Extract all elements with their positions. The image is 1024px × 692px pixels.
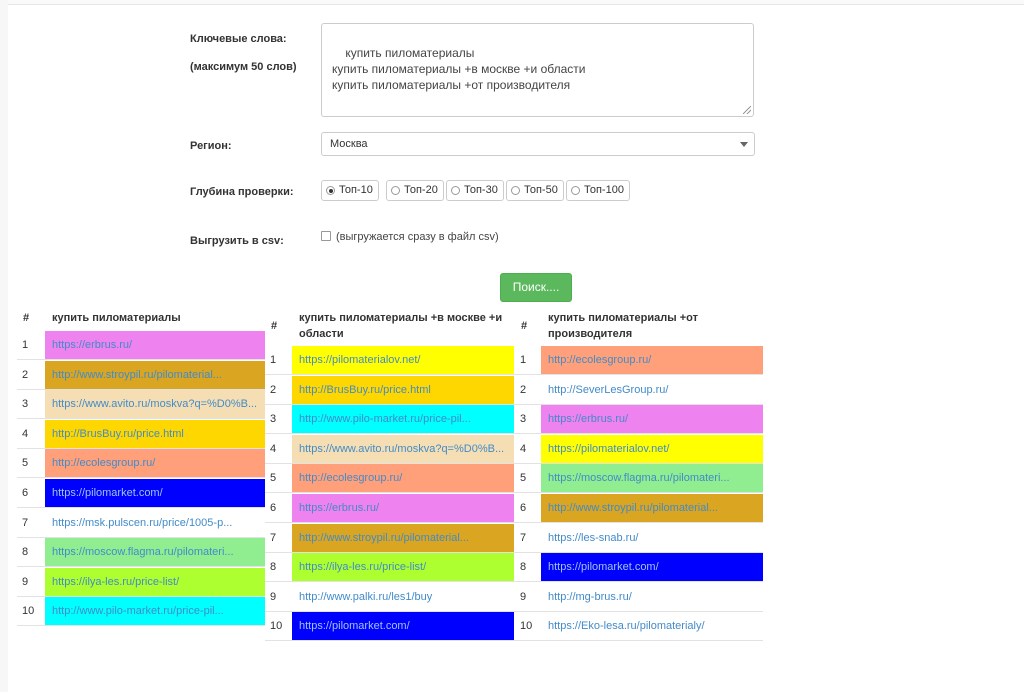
table-row <box>515 435 763 464</box>
table-row <box>265 346 515 375</box>
table-row <box>515 612 763 641</box>
chevron-down-icon <box>740 142 748 147</box>
result-url-link[interactable]: https://ilya-les.ru/price-list/ <box>45 568 265 597</box>
row-position: 9 <box>270 590 277 603</box>
radio-checked-icon <box>326 186 335 195</box>
table-row <box>17 479 265 508</box>
row-position: 10 <box>270 620 283 633</box>
result-url-link[interactable]: https://erbrus.ru/ <box>541 405 763 434</box>
result-url-link[interactable]: https://erbrus.ru/ <box>45 331 265 360</box>
result-url-link[interactable]: https://pilomaterialov.net/ <box>292 346 514 375</box>
csv-label: Выгрузить в csv: <box>190 235 284 247</box>
result-url-link[interactable]: http://ecolesgroup.ru/ <box>45 449 265 478</box>
result-url-link[interactable]: http://BrusBuy.ru/price.html <box>45 420 265 449</box>
row-position: 5 <box>520 472 527 485</box>
row-position: 1 <box>22 339 29 351</box>
result-url-link[interactable]: https://moscow.flagma.ru/pilomateri... <box>541 464 763 493</box>
table-row <box>265 583 515 612</box>
resize-grip-icon[interactable] <box>743 106 751 114</box>
result-url-link[interactable]: https://pilomarket.com/ <box>45 479 265 508</box>
result-url-link[interactable]: http://SeverLesGroup.ru/ <box>541 376 763 405</box>
column-header-num: # <box>23 312 30 324</box>
result-url-link[interactable]: https://Eko-lesa.ru/pilomaterialy/ <box>541 612 763 641</box>
row-position: 4 <box>270 442 277 455</box>
depth-option-top50[interactable] <box>506 180 564 201</box>
depth-option-top30[interactable] <box>446 180 504 201</box>
table-row <box>17 361 265 390</box>
result-url-link[interactable]: https://pilomarket.com/ <box>541 553 763 582</box>
table-row <box>515 583 763 612</box>
row-position: 2 <box>22 368 29 381</box>
table-row <box>265 612 515 641</box>
table-row <box>265 464 515 493</box>
table-row <box>515 405 763 434</box>
row-position: 1 <box>270 354 277 366</box>
row-divider <box>17 625 265 626</box>
row-divider <box>265 640 515 641</box>
result-url-link[interactable]: https://erbrus.ru/ <box>292 494 514 523</box>
table-row <box>265 553 515 582</box>
table-row <box>515 524 763 553</box>
search-button[interactable]: Поиск.... <box>500 273 572 302</box>
row-position: 1 <box>520 354 527 366</box>
result-url-link[interactable]: http://www.palki.ru/les1/buy <box>292 583 514 612</box>
keywords-label: Ключевые слова: <box>190 33 287 45</box>
result-url-link[interactable]: http://www.pilo-market.ru/price-pil... <box>292 405 514 434</box>
region-selected-value: Москва <box>330 138 368 150</box>
column-header-num: # <box>521 320 528 332</box>
row-position: 2 <box>270 383 277 396</box>
result-url-link[interactable]: http://mg-brus.ru/ <box>541 583 763 612</box>
row-position: 8 <box>520 561 527 574</box>
row-position: 4 <box>22 427 29 440</box>
table-row <box>17 390 265 419</box>
row-position: 5 <box>270 472 277 485</box>
row-position: 10 <box>520 620 533 633</box>
table-row <box>265 435 515 464</box>
result-url-link[interactable]: https://www.avito.ru/moskva?q=%D0%B... <box>292 435 514 464</box>
table-row <box>17 420 265 449</box>
row-position: 6 <box>270 502 277 514</box>
row-position: 3 <box>270 413 277 426</box>
window-left-edge <box>0 0 8 692</box>
result-url-link[interactable]: https://www.avito.ru/moskva?q=%D0%B... <box>45 390 265 419</box>
result-url-link[interactable]: https://ilya-les.ru/price-list/ <box>292 553 514 582</box>
row-position: 10 <box>22 605 35 618</box>
depth-option-label: Топ-30 <box>464 184 498 196</box>
result-url-link[interactable]: http://ecolesgroup.ru/ <box>541 346 763 375</box>
result-url-link[interactable]: https://pilomaterialov.net/ <box>541 435 763 464</box>
result-url-link[interactable]: https://pilomarket.com/ <box>292 612 514 641</box>
radio-unchecked-icon <box>511 186 520 195</box>
region-select[interactable] <box>321 132 755 156</box>
table-row <box>17 538 265 567</box>
table-row <box>17 568 265 597</box>
window-top-edge <box>0 0 1024 5</box>
result-url-link[interactable]: http://ecolesgroup.ru/ <box>292 464 514 493</box>
row-position: 6 <box>520 502 527 514</box>
row-position: 7 <box>520 531 527 544</box>
depth-option-label: Топ-100 <box>584 184 624 196</box>
result-url-link[interactable]: https://les-snab.ru/ <box>541 524 763 553</box>
row-position: 4 <box>520 442 527 455</box>
depth-option-top100[interactable] <box>566 180 630 201</box>
row-position: 7 <box>270 531 277 544</box>
result-url-link[interactable]: http://www.stroypil.ru/pilomaterial... <box>292 524 514 553</box>
row-position: 8 <box>22 546 29 559</box>
table-row <box>515 464 763 493</box>
table-row <box>265 376 515 405</box>
depth-option-label: Топ-50 <box>524 184 558 196</box>
row-position: 5 <box>22 457 29 470</box>
row-divider <box>515 640 763 641</box>
depth-label: Глубина проверки: <box>190 186 294 198</box>
table-row <box>265 405 515 434</box>
table-row <box>265 524 515 553</box>
depth-option-top10[interactable] <box>321 180 379 201</box>
row-position: 9 <box>520 590 527 603</box>
row-position: 9 <box>22 575 29 588</box>
csv-checkbox-text: (выгружается сразу в файл csv) <box>336 231 499 243</box>
row-position: 8 <box>270 561 277 574</box>
keywords-textarea[interactable] <box>321 23 754 117</box>
region-label: Регион: <box>190 140 232 152</box>
row-position: 6 <box>22 487 29 499</box>
result-url-link[interactable]: http://www.stroypil.ru/pilomaterial... <box>541 494 763 523</box>
radio-unchecked-icon <box>451 186 460 195</box>
table-row <box>17 449 265 478</box>
depth-option-top20[interactable] <box>386 180 444 201</box>
column-header-num: # <box>271 320 278 332</box>
table-row <box>265 494 515 523</box>
table-row <box>17 597 265 626</box>
table-row <box>17 331 265 360</box>
result-url-link[interactable]: https://msk.pulscen.ru/price/1005-p... <box>45 509 265 538</box>
table-row <box>17 509 265 538</box>
table-row <box>515 494 763 523</box>
row-position: 2 <box>520 383 527 396</box>
table-row <box>515 376 763 405</box>
result-url-link[interactable]: http://www.stroypil.ru/pilomaterial... <box>45 361 265 390</box>
radio-unchecked-icon <box>571 186 580 195</box>
depth-option-label: Топ-20 <box>404 184 438 196</box>
column-header-keyword: купить пиломатериалы <box>52 312 181 324</box>
result-url-link[interactable]: http://www.pilo-market.ru/price-pil... <box>45 597 265 626</box>
column-header-keyword: купить пиломатериалы +от производителя <box>548 312 698 340</box>
table-row <box>515 553 763 582</box>
depth-option-label: Топ-10 <box>339 184 373 196</box>
column-header-keyword: купить пиломатериалы +в москве +и области <box>299 312 503 340</box>
csv-checkbox[interactable] <box>321 231 331 241</box>
row-position: 3 <box>520 413 527 426</box>
result-url-link[interactable]: https://moscow.flagma.ru/pilomateri... <box>45 538 265 567</box>
keywords-text: купить пиломатериалы купить пиломатериалы +в москве +и области купить пиломатериалы +от производителя <box>332 46 586 92</box>
radio-unchecked-icon <box>391 186 400 195</box>
table-row <box>515 346 763 375</box>
keywords-hint: (максимум 50 слов) <box>190 61 297 73</box>
result-url-link[interactable]: http://BrusBuy.ru/price.html <box>292 376 514 405</box>
row-position: 3 <box>22 398 29 411</box>
row-position: 7 <box>22 516 29 529</box>
